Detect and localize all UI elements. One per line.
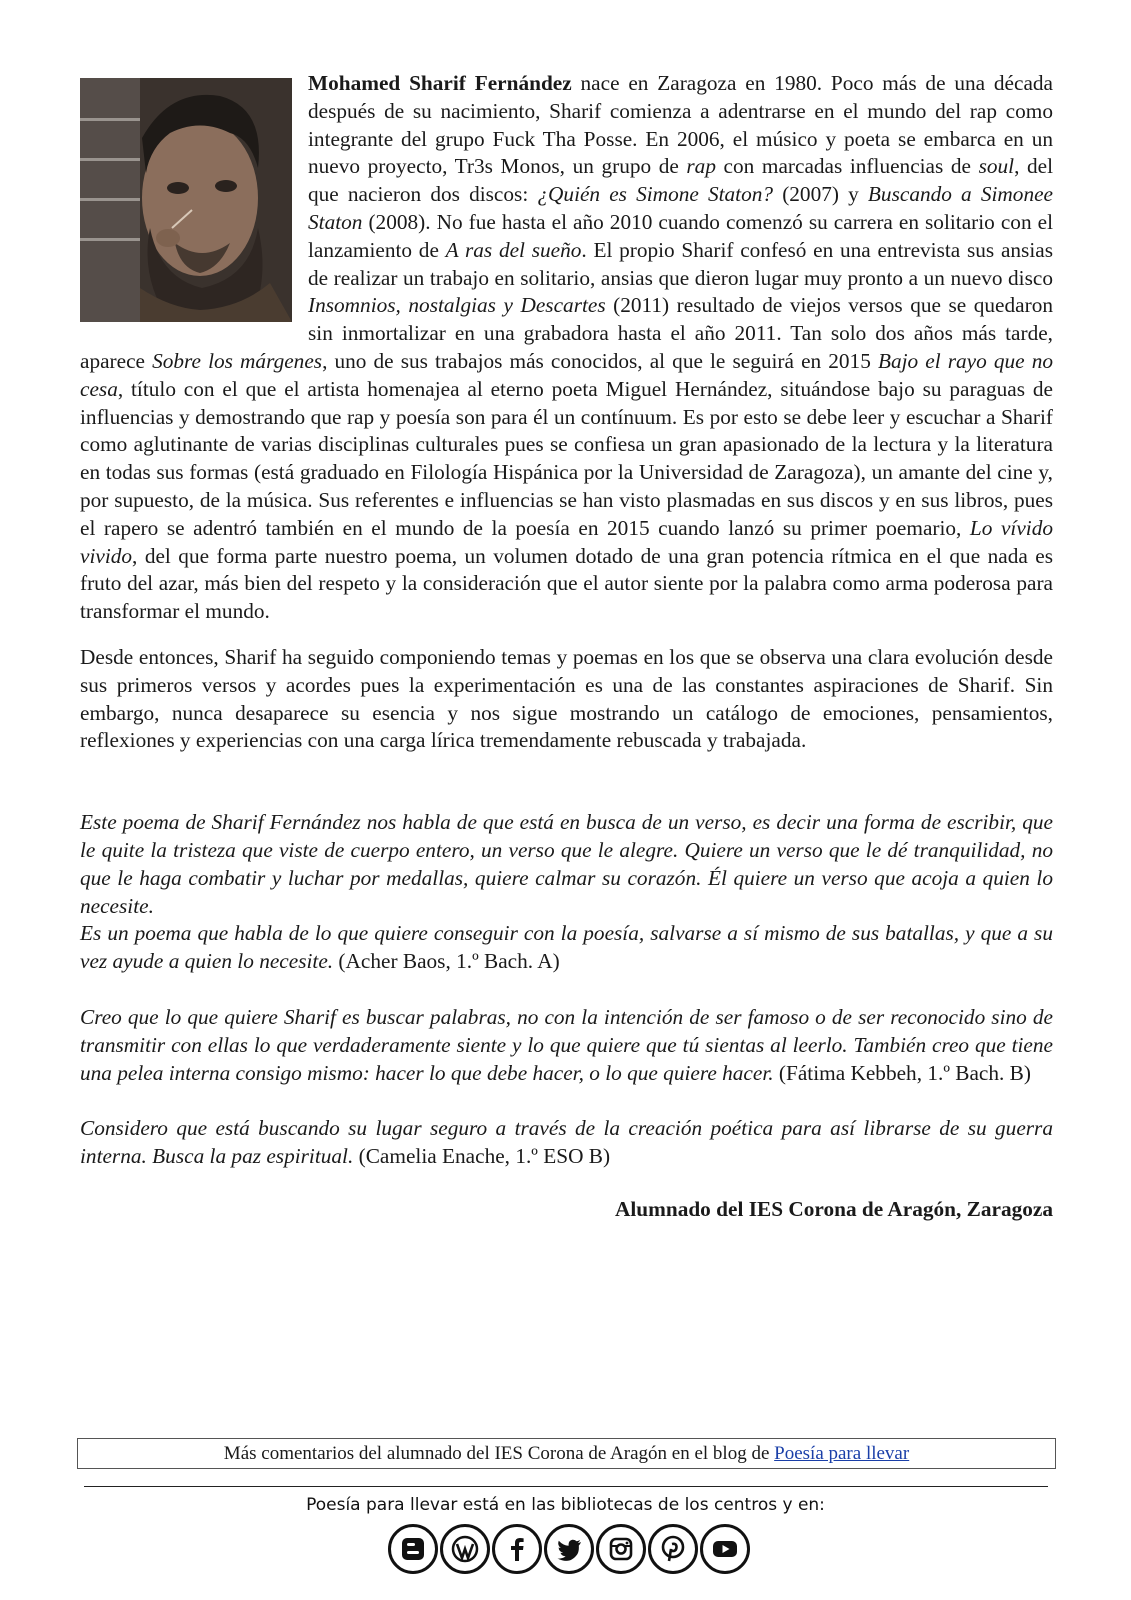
footer-text: Poesía para llevar está en las bibliotecas de los centros y en:: [306, 1495, 825, 1515]
more-comments-box: [77, 1438, 1056, 1469]
comment-author: (Camelia Enache, 1.º ESO B): [353, 1144, 611, 1169]
biography-section: [80, 70, 1053, 755]
blog-link[interactable]: Poesía para llevar: [774, 1443, 910, 1464]
social-icons: [388, 1524, 750, 1578]
bio-text: , título con el que el artista homenajea al eterno poeta Miguel Hernández, situándose bajo su paraguas de influencias y demostrando que rap y poesía son para él un contínuum. Es por esto se debe leer y escuchar a Sharif como aglutinante de varias disciplinas culturales pues se confiesa un gran apasionado de la lectura y la literatura en todas sus formas (está graduado en Filología Hispánica por la Universidad de Zaragoza), un amante del cine y, por supuesto, de la música. Sus referentes e influencias se han visto plasmadas en sus discos y en sus libros, pues el rapero se adentró también en el mundo de la poesía en 2015 cuando lanzó su primer poemario,: [80, 376, 1053, 540]
comment-1: [80, 809, 1053, 976]
bio-text: nace en Zaragoza en 1980. Poco más de una década después de su nacimiento, Sharif comienza a adentrarse en el mundo del rap como integrante del grupo Fuck Tha Posse. En 2006, el músico y poeta se embarca en un nuevo proyecto, Tr3s Monos, un grupo de: [308, 71, 1053, 179]
comment-text: Este poema de Sharif Fernández nos habla de que está en busca de un verso, es decir una forma de escribir, que le quite la tristeza que viste de cuerpo entero, un verso que le alegre. Quiere un verso que le dé tranquilidad, no que le haga combatir y luchar por medallas, quiere calmar su corazón. Él quiere un verso que acoja a quien lo necesite.: [80, 810, 1053, 918]
book-title: Lo vívido vivido: [80, 515, 1053, 568]
author-photo: [80, 78, 292, 322]
signature: Alumnado del IES Corona de Aragón, Zaragoza: [614, 1196, 1053, 1221]
album-title: Insomnios, nostalgias y Descartes: [308, 293, 606, 318]
bio-text: , uno de sus trabajos más conocidos, al que le seguirá en 2015: [322, 348, 878, 373]
twitter-icon[interactable]: [544, 1524, 594, 1574]
comment-text: Es un poema que habla de lo que quiere conseguir con la poesía, salvarse a sí mismo de sus batallas, y que a su vez ayude a quien lo necesite.: [80, 921, 1053, 974]
album-title: Buscando a Simonee Staton: [308, 182, 1054, 234]
album-title: Sobre los márgenes: [152, 348, 323, 373]
comment-text: Considero que está buscando su lugar seguro a través de la creación poética para así librarse de su guerra interna. Busca la paz espiritual.: [80, 1116, 1053, 1169]
comment-author: (Fátima Kebbeh, 1.º Bach. B): [773, 1060, 1031, 1085]
bio-text: (2011) resultado de viejos versos que se quedaron sin inmortalizar en una grabadora hasta el año 2011. Tan solo dos años más tarde, aparece: [80, 293, 1053, 373]
bio-text: . El propio Sharif confesó en una entrevista sus ansias de realizar un trabajo en solitario, ansias que dieron lugar muy pronto a un nuevo disco: [308, 237, 1053, 290]
bio-text: , del que forma parte nuestro poema, un volumen dotado de una gran potencia rítmica en el que nada es fruto del azar, más bien del respeto y la consideración que el autor siente por la palabra como arma poderosa para transformar el mundo.: [80, 543, 1053, 624]
bio-text: (2007) y: [773, 182, 868, 207]
blogger-icon[interactable]: [388, 1524, 438, 1574]
pinterest-icon[interactable]: [648, 1524, 698, 1574]
album-title: Bajo el rayo que no cesa: [80, 348, 1054, 401]
author-name: Mohamed Sharif Fernández: [308, 71, 572, 95]
author-portrait-image: [80, 78, 292, 322]
document-page: [80, 70, 1053, 1223]
bio-text: (2008). No fue hasta el año 2010 cuando comenzó su carrera en solitario con el lanzamiento de: [308, 209, 1053, 262]
more-comments-text: Más comentarios del alumnado del IES Corona de Aragón en el blog de: [223, 1443, 775, 1464]
bio-text: , del que nacieron dos discos:: [308, 154, 1053, 207]
bio-emphasis: rap: [686, 154, 716, 179]
comment-2: [80, 1004, 1053, 1087]
instagram-icon[interactable]: [596, 1524, 646, 1574]
bio-text: con marcadas influencias de: [715, 154, 979, 179]
footer-divider: [84, 1486, 1048, 1487]
comment-author: (Acher Baos, 1.º Bach. A): [333, 949, 560, 974]
comment-3: [80, 1115, 1053, 1171]
comment-text: Creo que lo que quiere Sharif es buscar palabras, no con la intención de ser famoso o de ser reconocido sino de transmitir con ellas lo que verdaderamente siente y lo que quiere que tú sientas al leerlo. También creo que tiene una pelea interna consigo mismo: hacer lo que debe hacer, o lo que quiere hacer.: [80, 1004, 1053, 1085]
facebook-icon[interactable]: [492, 1524, 542, 1574]
album-title: ¿Quién es Simone Staton?: [537, 182, 774, 207]
bio-emphasis: soul: [978, 154, 1015, 179]
student-comments: [80, 809, 1053, 1171]
wordpress-icon[interactable]: [440, 1524, 490, 1574]
album-title: A ras del sueño: [445, 237, 582, 262]
youtube-icon[interactable]: [700, 1524, 750, 1574]
biography-paragraph-2: Desde entonces, Sharif ha seguido componiendo temas y poemas en los que se observa una clara evolución desde sus primeros versos y acordes pues la experimentación es una de las constantes aspiraciones de Sharif. Sin embargo, nunca desaparece su esencia y nos sigue mostrando un catálogo de emociones, pensamientos, reflexiones y experiencias con una carga lírica tremendamente rebuscada y trabajada.: [80, 644, 1053, 753]
